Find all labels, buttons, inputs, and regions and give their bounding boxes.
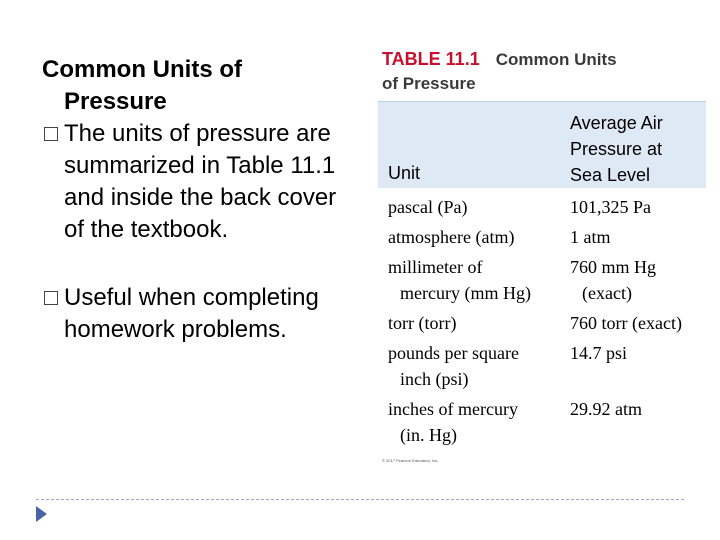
table-title-rest: Common Units: [495, 50, 617, 69]
header-average: [570, 110, 663, 188]
header-unit: Unit: [388, 163, 421, 183]
table-label: TABLE 11.1: [382, 49, 480, 69]
heading-line1: Common Units of: [42, 56, 242, 83]
header-average-line: Average Air: [570, 113, 663, 133]
unit-cell: pounds per square: [388, 343, 519, 363]
unit-cell: millimeter of: [388, 257, 483, 277]
bullet-text-line: homework problems.: [64, 316, 287, 343]
value-cell: 760 mm Hg: [570, 257, 657, 277]
triangle-right-icon: [36, 506, 47, 522]
table-title-line2: of Pressure: [382, 74, 476, 93]
table-header: [378, 101, 706, 188]
header-average-line: Pressure at: [570, 139, 663, 159]
value-cell: 29.92 atm: [570, 399, 642, 419]
value-cell: 101,325 Pa: [570, 197, 651, 217]
copyright-credit: © 2017 Pearson Education, Inc.: [382, 458, 439, 463]
unit-cell-cont: inch (psi): [400, 369, 469, 389]
heading-line2: Pressure: [64, 88, 167, 115]
table-row: [378, 340, 706, 392]
bullet-text-line: The units of pressure are: [64, 120, 331, 147]
table-body: [378, 194, 706, 448]
unit-cell: inches of mercury: [388, 399, 518, 419]
slide-heading: [42, 54, 372, 118]
value-cell: 1 atm: [570, 227, 611, 247]
bullet-text-line: and inside the back cover: [64, 184, 337, 211]
table-row: [378, 224, 706, 250]
bullet-text-line: Useful when completing: [64, 284, 319, 311]
unit-cell: torr (torr): [388, 313, 457, 333]
table-row: [378, 310, 706, 336]
table-row: [378, 194, 706, 220]
bullet-square-icon: [44, 127, 58, 141]
table-title: [378, 46, 706, 73]
value-cell-cont: (exact): [582, 283, 632, 303]
units-table: [378, 46, 706, 463]
bullet-item: [42, 118, 372, 246]
table-row: [378, 396, 706, 448]
footer-divider: [36, 499, 684, 500]
unit-cell: atmosphere (atm): [388, 227, 515, 247]
bullet-text-line: of the textbook.: [64, 216, 229, 243]
bullet-text-line: summarized in Table 11.1: [64, 152, 336, 179]
unit-cell-cont: (in. Hg): [400, 425, 457, 445]
value-cell: 760 torr (exact): [570, 313, 682, 333]
unit-cell: pascal (Pa): [388, 197, 468, 217]
value-cell: 14.7 psi: [570, 343, 628, 363]
text-panel: [42, 54, 372, 346]
table-row: [378, 254, 706, 306]
bullet-square-icon: [44, 291, 58, 305]
bullet-item: [42, 282, 372, 346]
unit-cell-cont: mercury (mm Hg): [400, 283, 531, 303]
header-average-line: Sea Level: [570, 165, 651, 185]
